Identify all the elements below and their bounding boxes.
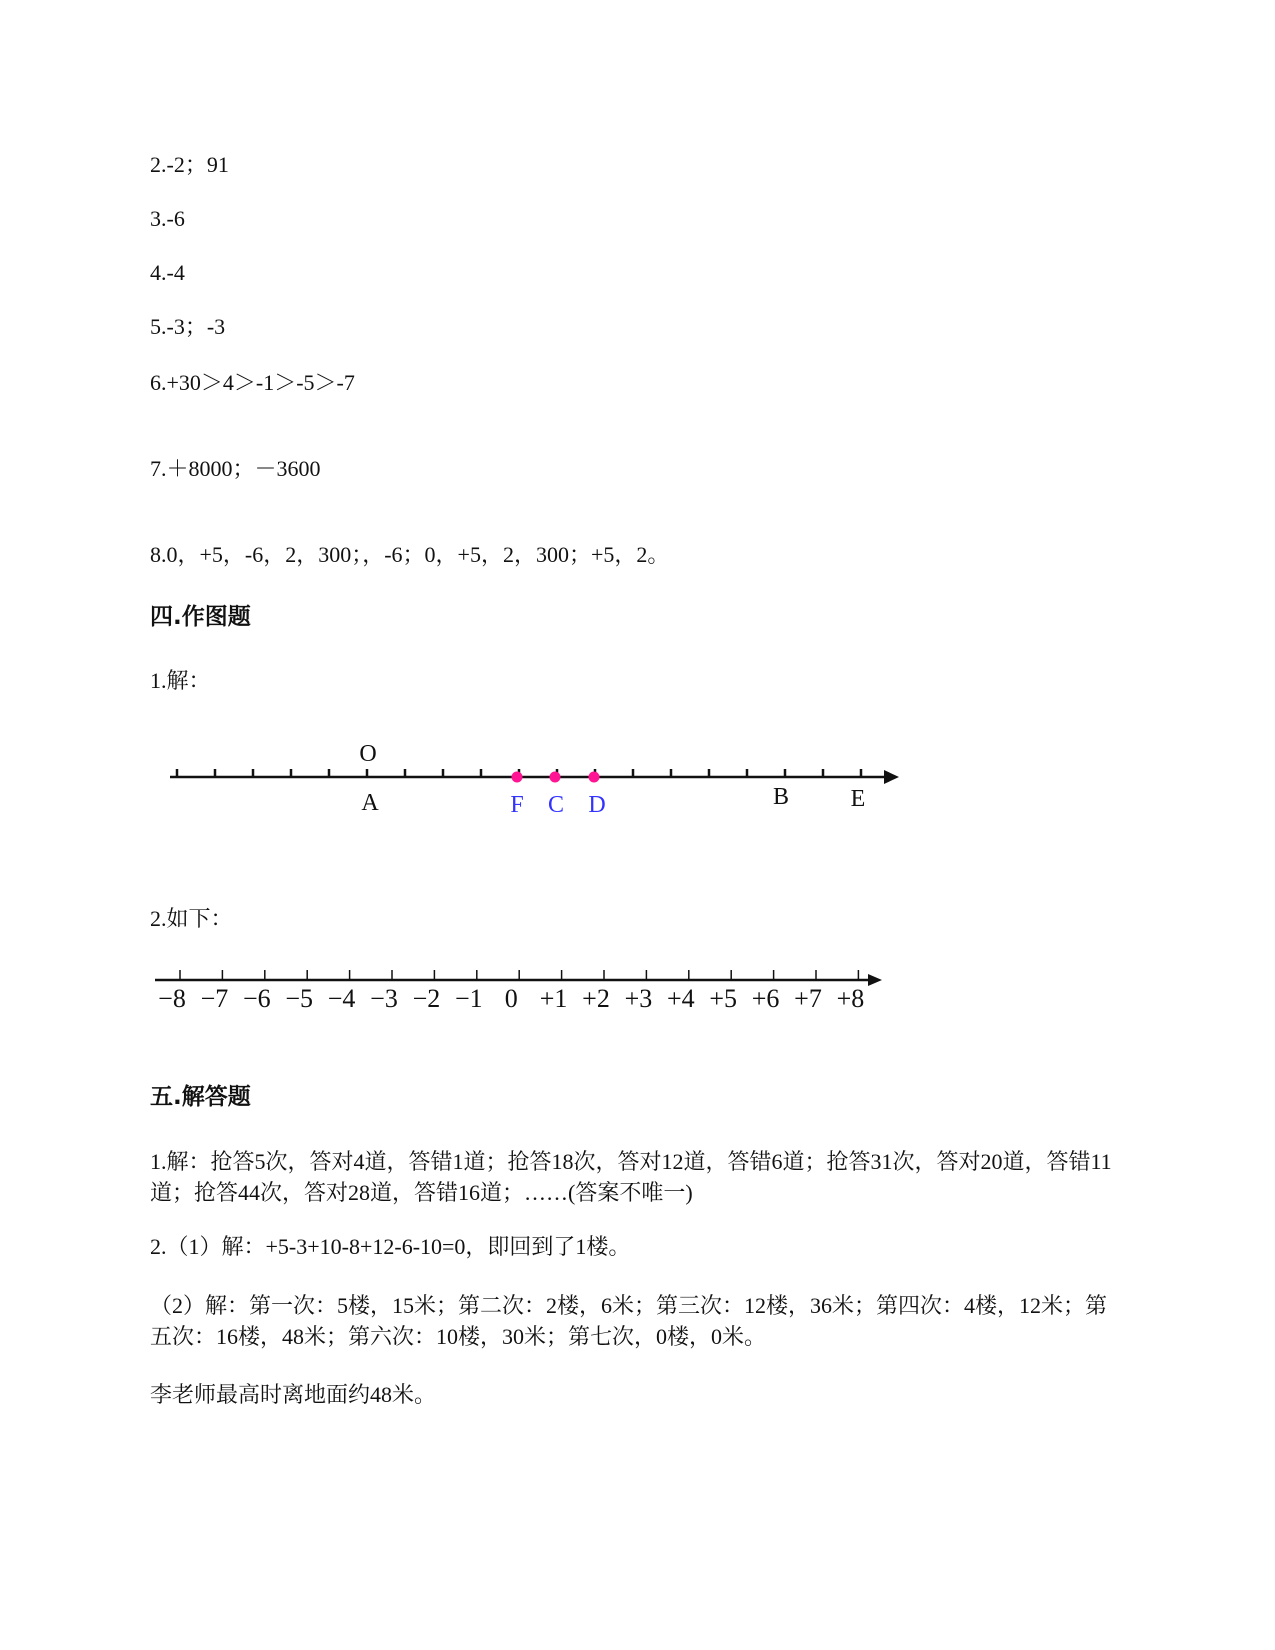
integer-tick-label: +3 <box>624 984 653 1013</box>
number-line-points <box>0 720 1275 840</box>
solution-q2-part2: （2）解：第一次：5楼，15米；第二次：2楼，6米；第三次：12楼，36米；第四次：4楼，12米；第五次：16楼，48米；第六次：10楼，30米；第七次，0楼，0米。 <box>150 1293 1108 1349</box>
answer-3: 3.-6 <box>150 206 185 231</box>
point-f-marker <box>512 772 523 783</box>
origin-label: O <box>359 741 377 767</box>
answer-8: 8.0，+5，-6，2，300；，-6；0，+5，2，300；+5，2。 <box>150 542 670 567</box>
integer-tick-labels <box>158 984 864 1013</box>
point-c-marker <box>550 772 561 783</box>
integer-tick-label: −8 <box>158 984 186 1013</box>
axis-arrow-icon <box>884 770 899 784</box>
integer-tick-label: 0 <box>504 984 518 1013</box>
drawing-q2-label: 2.如下： <box>150 906 233 931</box>
point-d-label: D <box>588 792 606 818</box>
integer-axis-arrow-icon <box>868 974 882 986</box>
integer-tick-label: +7 <box>794 984 822 1013</box>
answer-6: 6.+30＞4＞-1＞-5＞-7 <box>150 370 355 395</box>
solution-conclusion: 李老师最高时离地面约48米。 <box>150 1382 437 1407</box>
point-a-label: A <box>361 790 379 816</box>
integer-tick-label: −5 <box>285 984 314 1013</box>
integer-tick-label: −3 <box>370 984 398 1013</box>
integer-tick-label: −1 <box>454 984 483 1013</box>
integer-tick-label: −7 <box>200 984 229 1013</box>
integer-tick-label: +6 <box>751 984 780 1013</box>
point-e-label: E <box>850 786 866 812</box>
integer-tick-label: +8 <box>836 984 865 1013</box>
drawing-q1-label: 1.解： <box>150 668 211 693</box>
point-b-label: B <box>772 784 790 810</box>
answer-4: 4.-4 <box>150 260 185 285</box>
integer-tick-label: −6 <box>242 984 271 1013</box>
point-c-label: C <box>547 792 565 818</box>
integer-tick-label: +5 <box>709 984 738 1013</box>
number-line-integers <box>0 955 1275 1025</box>
integer-tick-label: +1 <box>539 984 568 1013</box>
integer-tick-label: +2 <box>582 984 610 1013</box>
solution-q2-part1: 2.（1）解：+5-3+10-8+12-6-10=0，即回到了1楼。 <box>150 1234 631 1259</box>
integer-tick-label: −4 <box>327 984 356 1013</box>
section-heading-drawing: 四.作图题 <box>150 604 251 630</box>
answer-7: 7.＋8000；－3600 <box>150 456 321 481</box>
point-f-label: F <box>510 792 524 818</box>
integer-tick-label: +4 <box>666 984 695 1013</box>
answer-5: 5.-3；-3 <box>150 314 226 339</box>
point-d-marker <box>589 772 600 783</box>
integer-tick-label: −2 <box>412 984 441 1013</box>
section-heading-solutions: 五.解答题 <box>150 1084 251 1110</box>
answer-2: 2.-2；91 <box>150 152 229 177</box>
integer-tick-marks <box>180 970 858 980</box>
solution-q1: 1.解：抢答5次，答对4道，答错1道；抢答18次，答对12道，答错6道；抢答31次，答对20道，答错11道；抢答44次，答对28道，答错16道；……(答案不唯一) <box>150 1149 1112 1205</box>
